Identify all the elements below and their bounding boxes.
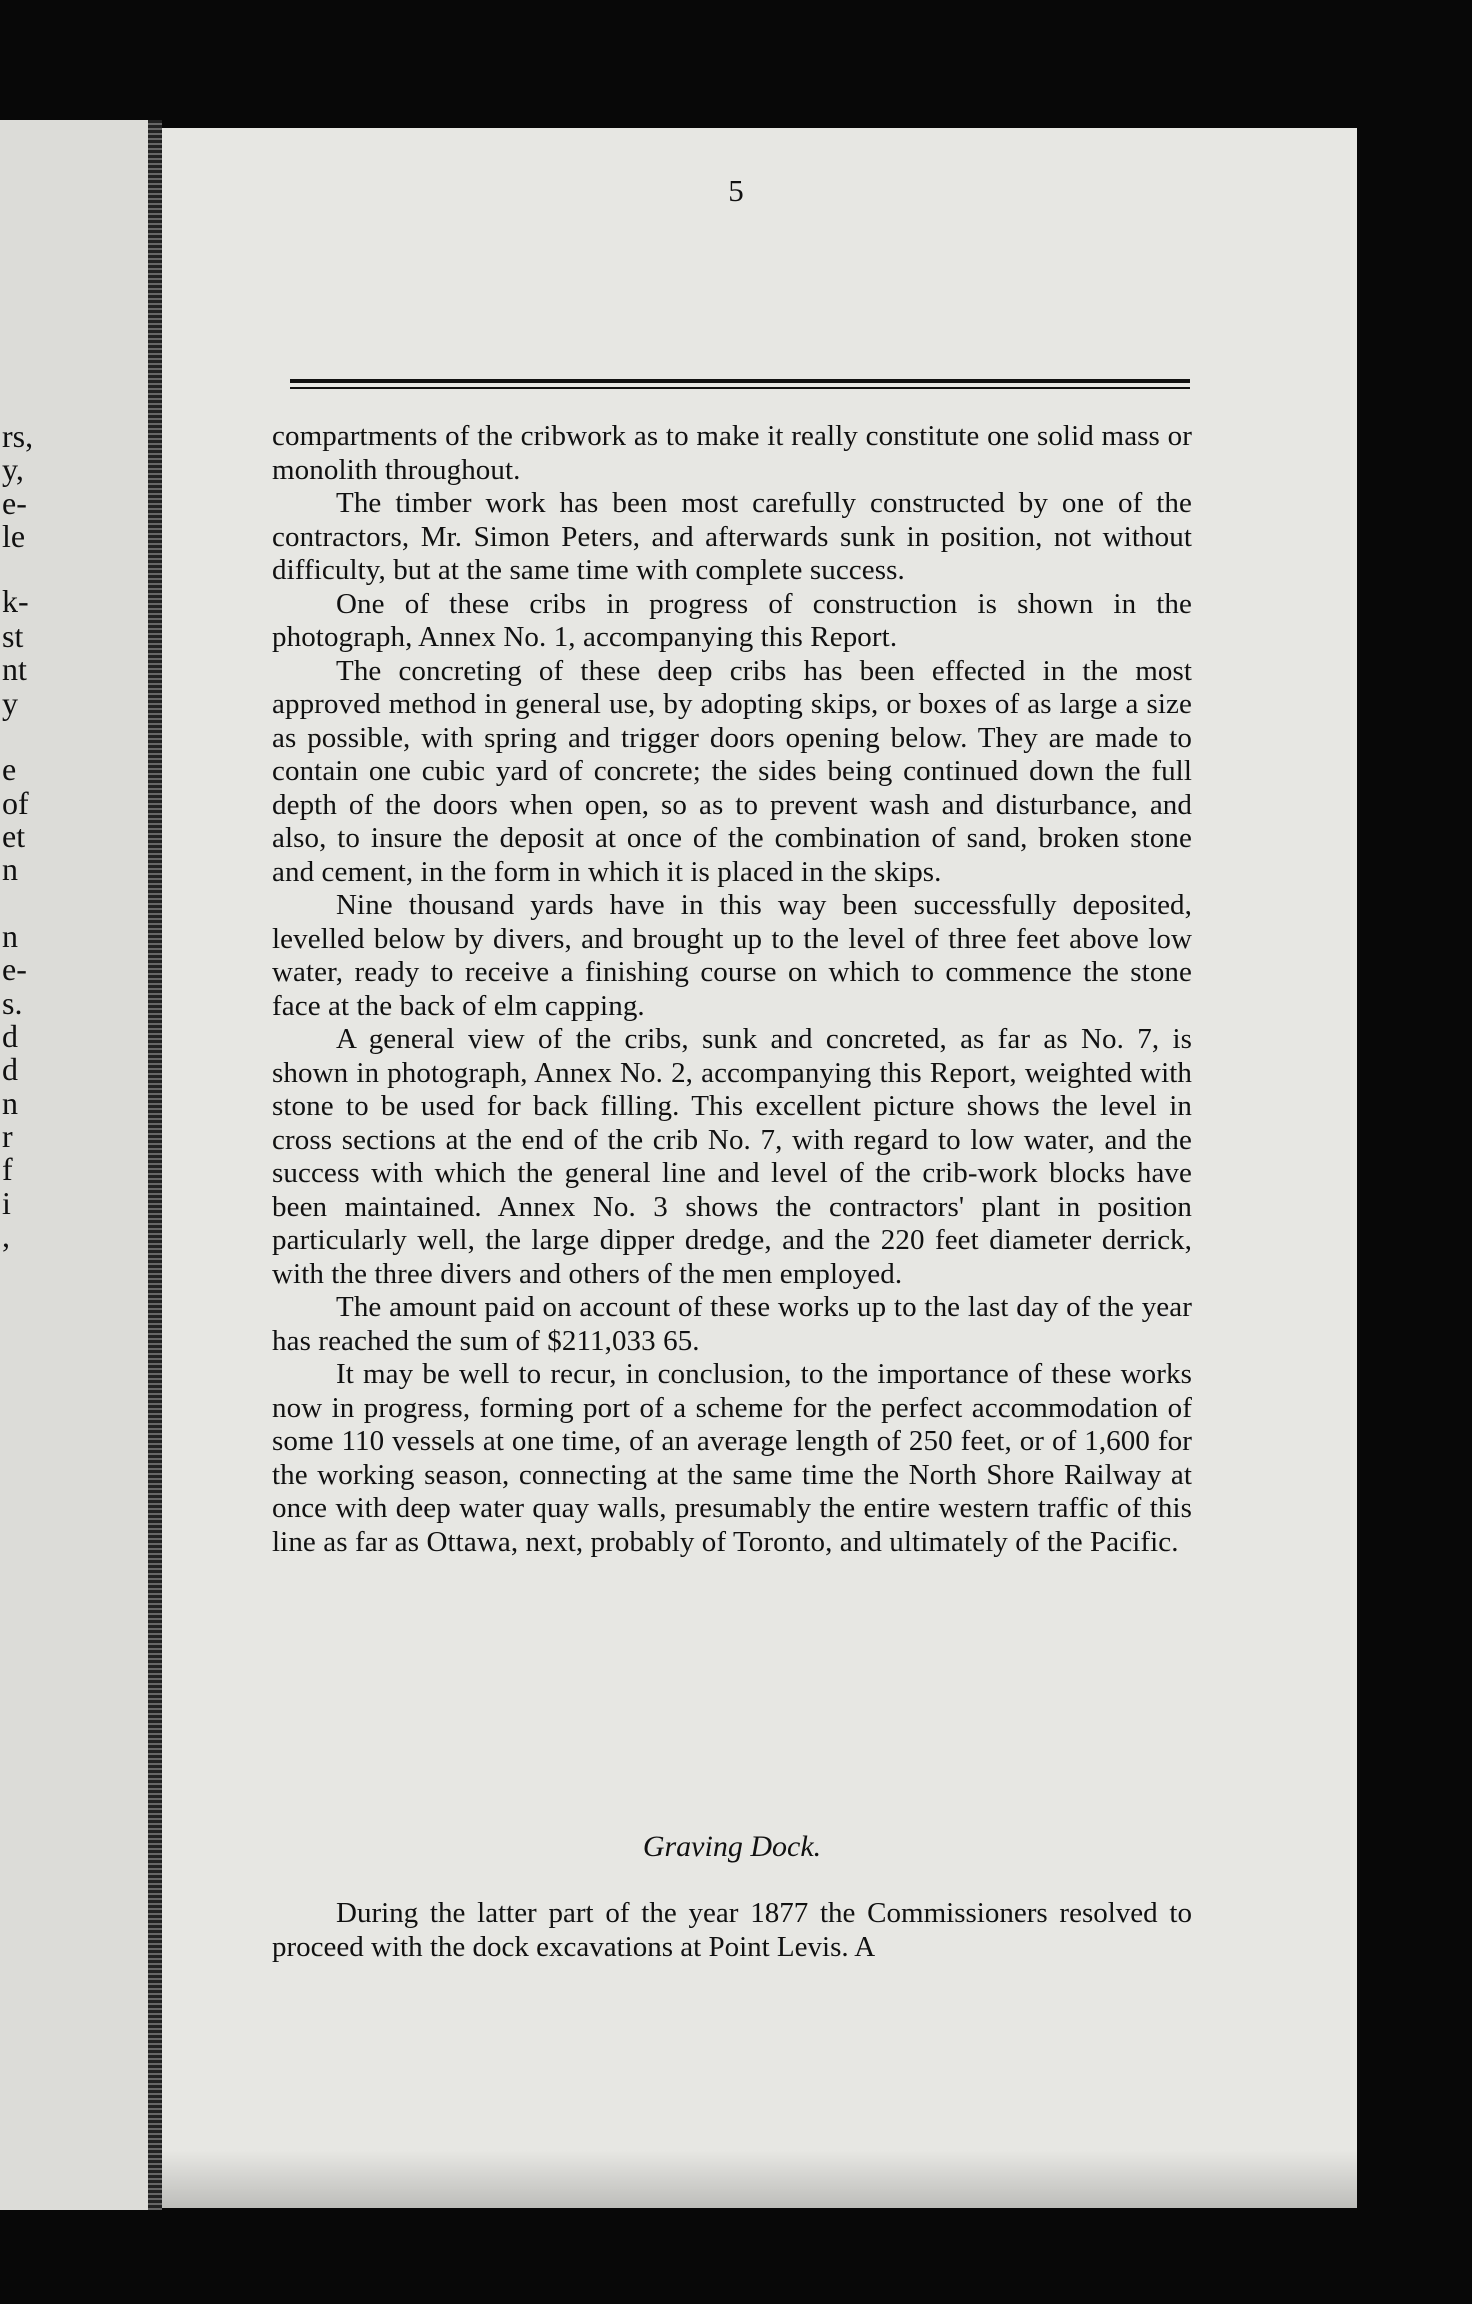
header-rule xyxy=(290,379,1190,383)
paragraph: Nine thousand yards have in this way been successfully deposited, levelled below by divers, and brought up to the level of three feet above low water, ready to receive a finishing course on which to commence the stone face at the back of elm capping. xyxy=(272,889,1192,1022)
margin-fragment: rs, xyxy=(2,418,34,454)
margin-fragment: e- xyxy=(2,485,27,521)
margin-fragment: et xyxy=(2,818,26,854)
page-bottom-shadow xyxy=(162,2150,1357,2208)
margin-fragment: e- xyxy=(2,951,27,987)
paragraph: A general view of the cribs, sunk and concreted, as far as No. 7, is shown in photograph, Annex No. 2, accompanying this Report, weighted with stone to be used for back filling. This excellent picture shows the level in cross sections at the end of the crib No. 7, with regard to low water, and the success with which the general line and level of the crib-work blocks have been maintained. Annex No. 3 shows the contractors' plant in position particularly well, the large dipper dredge, and the 220 feet diameter derrick, with the three divers and others of the men employed. xyxy=(272,1023,1192,1290)
margin-fragment: r xyxy=(2,1118,13,1154)
section-heading: Graving Dock. xyxy=(642,1830,822,1863)
margin-fragment: y, xyxy=(2,451,24,487)
margin-fragment: i xyxy=(2,1185,11,1221)
margin-fragment: y xyxy=(2,685,18,721)
margin-fragment: d xyxy=(2,1051,18,1087)
paragraph: The concreting of these deep cribs has been effected in the most approved method in general use, by adopting skips, or boxes of as large a size as possible, with spring and trigger doors opening below. They are made to contain one cubic yard of concrete; the sides being continued down the full depth of the doors when open, so as to prevent wash and disturbance, and also, to insure the deposit at once of the combination of sand, broken stone and cement, in the form in which it is placed in the skips. xyxy=(272,654,1192,888)
margin-fragment: s. xyxy=(2,985,23,1021)
body-text xyxy=(272,420,1192,1559)
header-rule-thin xyxy=(290,387,1190,389)
margin-fragment: st xyxy=(2,618,24,654)
paragraph: The amount paid on account of these works up to the last day of the year has reached the sum of $211,033 65. xyxy=(272,1291,1192,1357)
margin-fragment: f xyxy=(2,1151,13,1187)
paragraph: compartments of the cribwork as to make it really constitute one solid mass or monolith throughout. xyxy=(272,420,1192,486)
book-spine xyxy=(148,120,162,2210)
margin-fragment: nt xyxy=(2,651,27,687)
margin-fragment: le xyxy=(2,518,26,554)
margin-fragment: n xyxy=(2,918,18,954)
page-number: 5 xyxy=(728,173,744,208)
margin-fragment: of xyxy=(2,785,29,821)
section-body-text xyxy=(272,1897,1192,1964)
paragraph: It may be well to recur, in conclusion, to the importance of these works now in progress, forming port of a scheme for the perfect accommodation of some 110 vessels at one time, of an average length of 250 feet, or of 1,600 for the working season, connecting at the same time the North Shore Railway at once with deep water quay walls, presumably the entire western traffic of this line as far as Ottawa, next, probably of Toronto, and ultimately of the Pacific. xyxy=(272,1358,1192,1558)
paragraph: The timber work has been most carefully constructed by one of the contractors, Mr. Simon Peters, and afterwards sunk in position, not without difficulty, but at the same time with complete success. xyxy=(272,487,1192,586)
margin-fragment: , xyxy=(2,1218,10,1254)
previous-page-edge xyxy=(0,120,155,2210)
margin-fragment: k- xyxy=(2,583,29,619)
paragraph: One of these cribs in progress of construction is shown in the photograph, Annex No. 1, accompanying this Report. xyxy=(272,587,1192,653)
paragraph: During the latter part of the year 1877 the Commissioners resolved to proceed with the dock excavations at Point Levis. A xyxy=(272,1897,1192,1963)
margin-fragment: e xyxy=(2,751,17,787)
margin-fragment: n xyxy=(2,1085,18,1121)
margin-fragment: d xyxy=(2,1018,18,1054)
margin-fragment: n xyxy=(2,851,18,887)
